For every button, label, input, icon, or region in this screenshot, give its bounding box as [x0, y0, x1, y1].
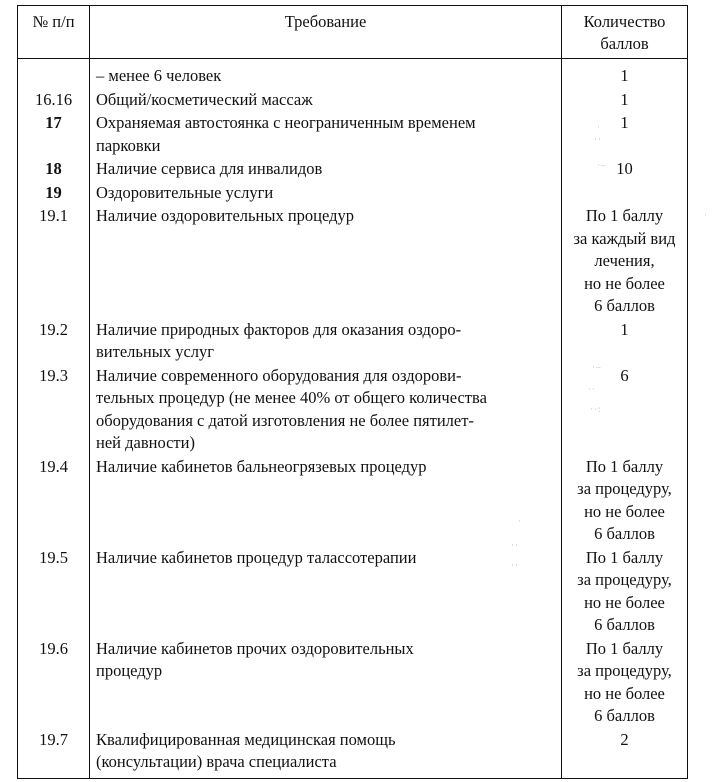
table-row	[18, 638, 688, 729]
table-row	[18, 59, 688, 89]
points-line: за каждый вид	[573, 228, 676, 248]
table-row	[18, 547, 688, 638]
row-requirement	[90, 89, 562, 113]
table-row	[18, 729, 688, 779]
row-number: 19.3	[18, 365, 90, 456]
row-points	[562, 205, 688, 319]
requirement-line: Общий/косметический массаж	[96, 89, 313, 109]
table-row	[18, 158, 688, 182]
scan-speck: ·	[597, 122, 601, 132]
requirement-line: Наличие кабинетов прочих оздоровительных	[96, 638, 414, 658]
row-points	[562, 59, 688, 89]
points-line: за процедуру,	[577, 661, 672, 680]
points-line: 6	[620, 365, 629, 385]
row-requirement	[90, 59, 562, 89]
points-line: 2	[620, 729, 629, 749]
points-line: но не более	[584, 683, 665, 703]
scan-speck: ··	[588, 384, 596, 394]
header-points	[562, 6, 688, 59]
row-points	[562, 729, 688, 779]
row-number: 19.7	[18, 729, 90, 779]
table-row	[18, 456, 688, 547]
scan-speck: ··:	[590, 404, 602, 414]
table-row	[18, 112, 688, 158]
requirement-line: Наличие современного оборудования для оздорови-	[96, 365, 462, 385]
table-row	[18, 365, 688, 456]
points-line: 6 баллов	[594, 615, 655, 634]
header-number: № п/п	[18, 6, 90, 59]
requirement-line: оборудования с датой изготовления не более пятилет-	[96, 410, 474, 430]
row-number: 17	[18, 112, 90, 158]
points-line: 1	[620, 89, 629, 109]
row-requirement	[90, 319, 562, 365]
row-number: 16.16	[18, 89, 90, 113]
row-points	[562, 89, 688, 113]
row-requirement	[90, 547, 562, 638]
table-row	[18, 89, 688, 113]
scan-speck: ··	[511, 540, 519, 550]
row-points	[562, 456, 688, 547]
row-points	[562, 319, 688, 365]
requirement-line: Оздоровительные услуги	[96, 182, 274, 202]
requirement-line: парковки	[96, 135, 161, 155]
requirement-line: Охраняемая автостоянка с неограниченным временем	[96, 113, 476, 132]
header-requirement: Требование	[90, 6, 562, 59]
requirement-line: Наличие природных факторов для оказания оздоро-	[96, 319, 462, 339]
row-number: 18	[18, 158, 90, 182]
points-line: По 1 баллу	[585, 206, 664, 225]
row-requirement	[90, 112, 562, 158]
row-points	[562, 158, 688, 182]
row-requirement	[90, 456, 562, 547]
row-points	[562, 182, 688, 206]
points-line: 10	[616, 159, 633, 178]
points-line: за процедуру,	[577, 570, 672, 589]
points-line: 1	[620, 113, 629, 132]
points-line: но не более	[584, 592, 665, 612]
points-line: По 1 баллу	[585, 547, 664, 567]
row-requirement	[90, 182, 562, 206]
row-number: 19.2	[18, 319, 90, 365]
points-line: 6 баллов	[594, 524, 655, 543]
points-line: 1	[620, 319, 629, 339]
points-line: но не более	[584, 501, 665, 521]
table-header-row	[18, 6, 688, 59]
row-number: 19.4	[18, 456, 90, 547]
row-points	[562, 638, 688, 729]
table-row	[18, 319, 688, 365]
row-points	[562, 112, 688, 158]
scan-speck: ··	[511, 560, 519, 570]
row-requirement	[90, 365, 562, 456]
row-number: 19.5	[18, 547, 90, 638]
points-line: лечения,	[594, 251, 655, 270]
points-line: но не более	[584, 273, 665, 293]
scan-speck: ··	[594, 134, 602, 144]
table-row	[18, 205, 688, 319]
points-line: По 1 баллу	[585, 456, 664, 476]
requirement-line: Наличие кабинетов бальнеогрязевых процедур	[96, 456, 427, 476]
requirement-line: процедур	[96, 661, 163, 680]
row-number	[18, 59, 90, 89]
row-number: 19.6	[18, 638, 90, 729]
points-line: 6 баллов	[594, 706, 655, 725]
requirement-line: вительных услуг	[96, 342, 215, 361]
row-requirement	[90, 158, 562, 182]
row-requirement	[90, 205, 562, 319]
header-points-line2: баллов	[600, 34, 649, 53]
scan-speck: ·–	[597, 160, 607, 170]
requirement-line: – менее 6 человек	[96, 66, 222, 85]
scan-speck: ·	[704, 210, 708, 220]
points-line: По 1 баллу	[585, 638, 664, 658]
row-requirement	[90, 729, 562, 779]
row-points	[562, 365, 688, 456]
row-number: 19.1	[18, 205, 90, 319]
table-body	[18, 59, 688, 779]
points-line: за процедуру,	[577, 479, 672, 498]
table-row	[18, 182, 688, 206]
points-line: 6 баллов	[594, 296, 655, 315]
scan-speck: ·–	[592, 362, 602, 372]
requirement-line: ней давности)	[96, 433, 195, 452]
row-requirement	[90, 638, 562, 729]
header-points-line1: Количество	[583, 12, 666, 31]
requirement-line: Наличие сервиса для инвалидов	[96, 159, 323, 178]
requirement-line: тельных процедур (не менее 40% от общего количества	[96, 388, 487, 407]
requirement-line: Наличие кабинетов процедур талассотерапии	[96, 547, 417, 567]
row-number: 19	[18, 182, 90, 206]
requirement-line: Квалифицированная медицинская помощь	[96, 729, 396, 749]
row-points	[562, 547, 688, 638]
requirement-line: (консультации) врача специалиста	[96, 752, 337, 771]
points-line: 1	[620, 66, 629, 85]
requirement-line: Наличие оздоровительных процедур	[96, 206, 355, 225]
scan-speck: ·	[518, 516, 522, 526]
